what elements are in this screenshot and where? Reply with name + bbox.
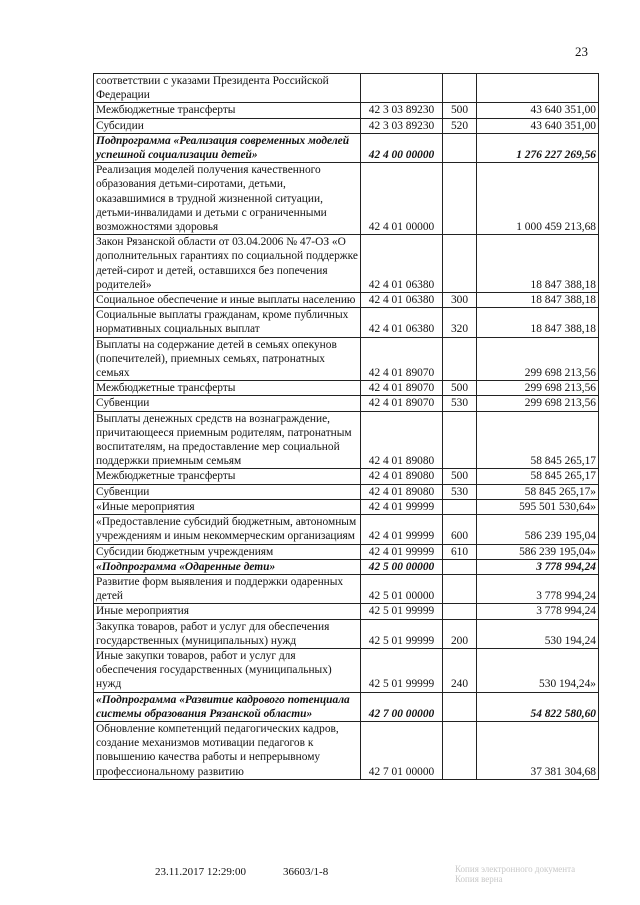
row-name-cell: Субсидии [94, 118, 361, 133]
table-row [94, 648, 599, 692]
footer-stamp-line1: Копия электронного документа [455, 864, 576, 874]
row-code-cell: 42 4 01 99999 [361, 544, 443, 559]
row-code-cell: 42 5 01 00000 [361, 574, 443, 603]
row-sum-cell: 18 847 388,18 [477, 308, 599, 337]
row-sum-cell: 37 381 304,68 [477, 721, 599, 779]
row-code-cell: 42 5 01 99999 [361, 648, 443, 692]
row-kvr-cell: 520 [443, 118, 477, 133]
row-kvr-cell [443, 604, 477, 619]
row-kvr-cell: 320 [443, 308, 477, 337]
table-row [94, 308, 599, 337]
row-name-cell: Межбюджетные трансферты [94, 103, 361, 118]
budget-table [93, 73, 599, 780]
row-kvr-cell: 530 [443, 396, 477, 411]
row-name-cell: Реализация моделей получения качественного образования детьми-сиротами, детьми, оказавшимися в трудной жизненной ситуации, детьми-инвалидами и детьми с ограниченными возможностями здоровья [94, 163, 361, 235]
row-sum-cell: 18 847 388,18 [477, 235, 599, 293]
row-sum-cell: 299 698 213,56 [477, 337, 599, 381]
table-row [94, 721, 599, 779]
row-code-cell: 42 4 01 00000 [361, 163, 443, 235]
row-sum-cell: 530 194,24» [477, 648, 599, 692]
row-kvr-cell: 500 [443, 103, 477, 118]
table-row [94, 118, 599, 133]
table-row [94, 544, 599, 559]
row-name-cell: Межбюджетные трансферты [94, 381, 361, 396]
row-name-cell: «Предоставление субсидий бюджетным, автономным учреждениям и иным некоммерческим организациям [94, 515, 361, 544]
row-kvr-cell [443, 133, 477, 162]
row-code-cell: 42 7 01 00000 [361, 721, 443, 779]
row-kvr-cell: 610 [443, 544, 477, 559]
row-name-cell: Обновление компетенций педагогических кадров, создание механизмов мотивации педагогов к повышению качества работы и непрерывному профессиональному развитию [94, 721, 361, 779]
row-name-cell: «Подпрограмма «Развитие кадрового потенциала системы образования Рязанской области» [94, 692, 361, 721]
table-row [94, 396, 599, 411]
row-code-cell: 42 4 01 06380 [361, 235, 443, 293]
row-code-cell: 42 4 01 89080 [361, 469, 443, 484]
row-sum-cell: 586 239 195,04» [477, 544, 599, 559]
table-row [94, 74, 599, 103]
row-code-cell: 42 4 01 89080 [361, 484, 443, 499]
row-kvr-cell: 300 [443, 293, 477, 308]
row-name-cell: Социальное обеспечение и иные выплаты населению [94, 293, 361, 308]
row-sum-cell: 43 640 351,00 [477, 118, 599, 133]
row-sum-cell: 3 778 994,24 [477, 574, 599, 603]
row-kvr-cell [443, 74, 477, 103]
row-sum-cell: 58 845 265,17 [477, 411, 599, 469]
footer-doc-number: 36603/1-8 [283, 866, 329, 878]
row-kvr-cell [443, 163, 477, 235]
row-name-cell: Межбюджетные трансферты [94, 469, 361, 484]
footer-stamp-line2: Копия верна [455, 874, 503, 884]
row-kvr-cell [443, 692, 477, 721]
row-kvr-cell [443, 721, 477, 779]
table-row [94, 381, 599, 396]
page-number: 23 [575, 44, 588, 59]
row-kvr-cell: 500 [443, 381, 477, 396]
table-row [94, 293, 599, 308]
row-code-cell: 42 4 01 99999 [361, 515, 443, 544]
row-name-cell: Субвенции [94, 484, 361, 499]
row-kvr-cell [443, 337, 477, 381]
row-sum-cell: 1 000 459 213,68 [477, 163, 599, 235]
table-row [94, 103, 599, 118]
row-name-cell: Субвенции [94, 396, 361, 411]
row-code-cell: 42 7 00 00000 [361, 692, 443, 721]
row-name-cell: Иные мероприятия [94, 604, 361, 619]
table-row [94, 604, 599, 619]
row-code-cell: 42 5 01 99999 [361, 604, 443, 619]
table-row [94, 235, 599, 293]
row-sum-cell: 3 778 994,24 [477, 604, 599, 619]
row-code-cell [361, 74, 443, 103]
table-row [94, 692, 599, 721]
row-sum-cell: 58 845 265,17» [477, 484, 599, 499]
row-sum-cell: 595 501 530,64» [477, 499, 599, 514]
row-code-cell: 42 4 01 89070 [361, 337, 443, 381]
row-code-cell: 42 4 00 00000 [361, 133, 443, 162]
row-code-cell: 42 4 01 06380 [361, 308, 443, 337]
row-code-cell: 42 4 01 89080 [361, 411, 443, 469]
row-sum-cell: 18 847 388,18 [477, 293, 599, 308]
row-sum-cell: 586 239 195,04 [477, 515, 599, 544]
row-kvr-cell: 500 [443, 469, 477, 484]
row-kvr-cell [443, 235, 477, 293]
table-row [94, 133, 599, 162]
row-name-cell: Выплаты денежных средств на вознаграждение, причитающееся приемным родителям, патронатным воспитателям, на предоставление мер социальной поддержки приемным семьям [94, 411, 361, 469]
row-sum-cell: 54 822 580,60 [477, 692, 599, 721]
row-name-cell: Подпрограмма «Реализация современных моделей успешной социализации детей» [94, 133, 361, 162]
row-code-cell: 42 5 00 00000 [361, 559, 443, 574]
row-sum-cell: 299 698 213,56 [477, 396, 599, 411]
table-row [94, 411, 599, 469]
row-code-cell: 42 4 01 89070 [361, 381, 443, 396]
table-row [94, 515, 599, 544]
row-name-cell: Закупка товаров, работ и услуг для обеспечения государственных (муниципальных) нужд [94, 619, 361, 648]
row-kvr-cell [443, 559, 477, 574]
row-name-cell: «Подпрограмма «Одаренные дети» [94, 559, 361, 574]
row-name-cell: Выплаты на содержание детей в семьях опекунов (попечителей), приемных семьях, патронатных семьях [94, 337, 361, 381]
row-sum-cell: 3 778 994,24 [477, 559, 599, 574]
row-kvr-cell: 240 [443, 648, 477, 692]
table-row [94, 499, 599, 514]
row-code-cell: 42 3 03 89230 [361, 103, 443, 118]
row-kvr-cell: 600 [443, 515, 477, 544]
table-row [94, 559, 599, 574]
row-kvr-cell: 200 [443, 619, 477, 648]
footer-stamp [455, 864, 575, 884]
footer-date: 23.11.2017 12:29:00 [155, 866, 246, 878]
row-name-cell: «Иные мероприятия [94, 499, 361, 514]
row-code-cell: 42 3 03 89230 [361, 118, 443, 133]
row-name-cell: Иные закупки товаров, работ и услуг для обеспечения государственных (муниципальных) нужд [94, 648, 361, 692]
row-code-cell: 42 5 01 99999 [361, 619, 443, 648]
row-code-cell: 42 4 01 06380 [361, 293, 443, 308]
table-row [94, 484, 599, 499]
row-sum-cell: 1 276 227 269,56 [477, 133, 599, 162]
row-name-cell: Развитие форм выявления и поддержки одаренных детей [94, 574, 361, 603]
row-code-cell: 42 4 01 99999 [361, 499, 443, 514]
row-sum-cell: 58 845 265,17 [477, 469, 599, 484]
row-code-cell: 42 4 01 89070 [361, 396, 443, 411]
row-sum-cell [477, 74, 599, 103]
row-kvr-cell [443, 499, 477, 514]
row-name-cell: Субсидии бюджетным учреждениям [94, 544, 361, 559]
row-name-cell: Закон Рязанской области от 03.04.2006 № 47-ОЗ «О дополнительных гарантиях по социальной поддержке детей-сирот и детей, оставшихся без попечения родителей» [94, 235, 361, 293]
table-row [94, 574, 599, 603]
row-sum-cell: 299 698 213,56 [477, 381, 599, 396]
table-row [94, 619, 599, 648]
table-row [94, 163, 599, 235]
row-kvr-cell [443, 411, 477, 469]
row-kvr-cell [443, 574, 477, 603]
row-kvr-cell: 530 [443, 484, 477, 499]
row-name-cell: Социальные выплаты гражданам, кроме публичных нормативных социальных выплат [94, 308, 361, 337]
row-name-cell: соответствии с указами Президента Российской Федерации [94, 74, 361, 103]
table-row [94, 337, 599, 381]
row-sum-cell: 530 194,24 [477, 619, 599, 648]
table-row [94, 469, 599, 484]
row-sum-cell: 43 640 351,00 [477, 103, 599, 118]
